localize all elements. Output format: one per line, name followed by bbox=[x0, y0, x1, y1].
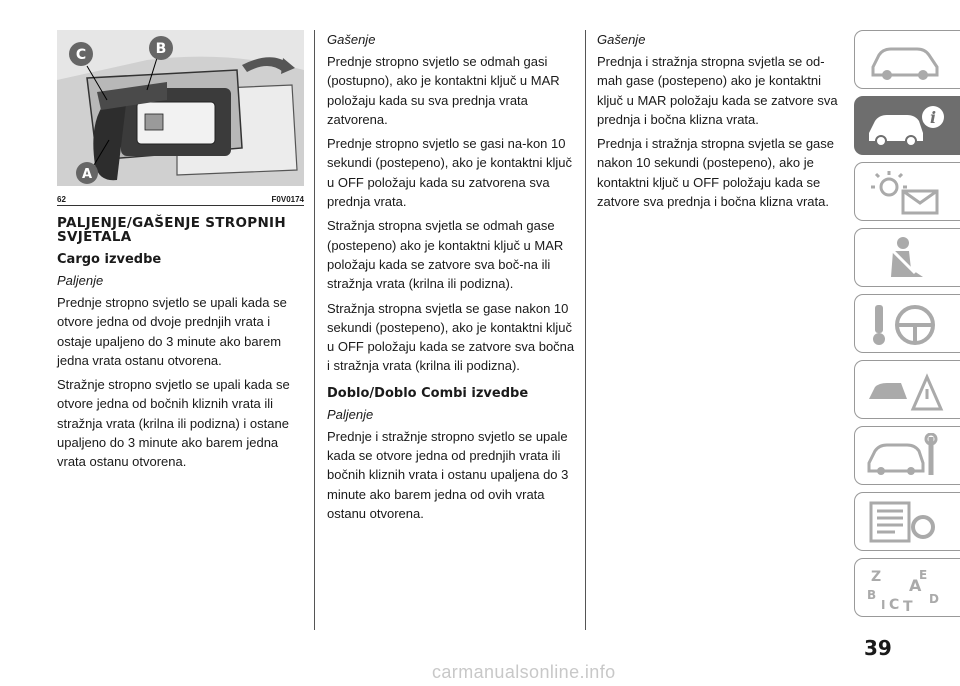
alphabetical-index-icon bbox=[865, 565, 945, 611]
column-3 bbox=[597, 30, 845, 216]
watermark: carmanualsonline.info bbox=[432, 662, 616, 682]
subheading-cargo: Cargo izvedbe bbox=[57, 252, 162, 267]
tab-emergency[interactable] bbox=[854, 360, 960, 419]
callout-a bbox=[76, 162, 98, 184]
tab-index[interactable] bbox=[854, 558, 960, 617]
svg-text:B: B bbox=[867, 588, 877, 602]
svg-text:C: C bbox=[889, 597, 900, 611]
page-number: 39 bbox=[864, 636, 892, 660]
subheading-doblo: Doblo/Doblo Combi izvedbe bbox=[327, 385, 529, 401]
svg-text:I: I bbox=[881, 598, 886, 611]
car-service-icon bbox=[865, 433, 945, 479]
svg-text:A: A bbox=[909, 576, 922, 595]
paragraph: Prednja i stražnja stropna svjetla se gase nakon 10 sekundi (postepeno), ako je kontaktni ključ u OFF položaju kada se zatvore sva prednja i bočna klizna vrata. bbox=[597, 136, 835, 210]
figure-caption-rule bbox=[57, 205, 304, 206]
svg-text:B: B bbox=[155, 41, 167, 57]
steering-wheel-key-icon bbox=[865, 301, 945, 347]
label-gasenje: Gašenje bbox=[597, 32, 646, 47]
label-paljenje: Paljenje bbox=[57, 273, 104, 288]
section-heading: PALJENJE/GAŠENJE STROPNIH SVJETALA bbox=[57, 215, 286, 245]
technical-data-icon bbox=[865, 499, 945, 545]
tab-car-info[interactable] bbox=[854, 96, 960, 155]
tab-safety[interactable] bbox=[854, 228, 960, 287]
paragraph: Prednje stropno svjetlo se gasi na-kon 10 sekundi (postepeno), ako je kontaktni ključ u OFF položaju kada su zatvorena sva prednja vrata. bbox=[327, 136, 572, 210]
column-2 bbox=[327, 30, 575, 528]
airbag-seat-icon bbox=[865, 235, 945, 281]
paragraph: Stražnja stropna svjetla se odmah gase (postepeno) ako je kontaktni ključ u MAR položaju kada se zatvore sva boč-na ili stražnja vrata (krilna ili podizna). bbox=[327, 218, 564, 292]
callout-b bbox=[149, 36, 173, 60]
paragraph: Prednje stropno svjetlo se odmah gasi (postupno), ako je kontaktni ključ u MAR položaju kada su sva prednja vrata zatvorena. bbox=[327, 54, 560, 127]
svg-text:T: T bbox=[903, 599, 913, 611]
callout-c bbox=[69, 42, 93, 66]
svg-text:A: A bbox=[81, 167, 93, 182]
car-info-icon bbox=[865, 103, 945, 149]
interior-light-figure bbox=[57, 30, 304, 186]
paragraph: Prednje i stražnje stropno svjetlo se upale kada se otvore jedna od prednjih vrata ili bočnih kliznih vrata i ostanu upaljena do 3 minute ako barem jedna od ovih vrata ostanu otvorena. bbox=[327, 428, 569, 521]
car-accident-icon bbox=[865, 367, 945, 413]
svg-text:C: C bbox=[75, 47, 87, 63]
figure-code: F0V0174 bbox=[271, 195, 304, 204]
paragraph: Stražnje stropno svjetlo se upali kada se otvore jedna od bočnih kliznih vrata ili stražnja vrata (krilna ili podizna) i ostane upaljeno do 3 minute ako barem jedna vrata ostanu otvorena. bbox=[57, 377, 290, 470]
roof-light-illustration bbox=[57, 30, 304, 186]
paragraph: Prednja i stražnja stropna svjetla se od-mah gase (postepeno) ako je kontaktni ključ u MAR položaju kada se zatvore sva prednja i bočna klizna vrata. bbox=[597, 54, 838, 127]
svg-text:i: i bbox=[929, 108, 937, 127]
warning-lights-icon bbox=[865, 169, 945, 215]
car-icon bbox=[865, 37, 945, 83]
svg-text:D: D bbox=[929, 592, 939, 606]
column-divider bbox=[314, 30, 315, 630]
label-paljenje: Paljenje bbox=[327, 406, 374, 422]
column-divider bbox=[585, 30, 586, 630]
tab-car[interactable] bbox=[854, 30, 960, 89]
column-1 bbox=[57, 216, 307, 477]
svg-text:E: E bbox=[919, 568, 928, 582]
svg-text:Z: Z bbox=[871, 569, 882, 585]
label-gasenje: Gašenje bbox=[327, 32, 376, 47]
tab-maintenance[interactable] bbox=[854, 426, 960, 485]
tab-warning-lights[interactable] bbox=[854, 162, 960, 221]
tab-technical-data[interactable] bbox=[854, 492, 960, 551]
tab-starting-driving[interactable] bbox=[854, 294, 960, 353]
figure-number: 62 bbox=[57, 195, 66, 204]
paragraph: Stražnja stropna svjetla se gase nakon 10 sekundi (postepeno), ako je kontaktni ključ u OFF položaju kada se zatvore sva bočna i stražnja vrata (krilna ili podizna). bbox=[327, 300, 575, 374]
paragraph: Prednje stropno svjetlo se upali kada se otvore jedna od dvoje prednjih vrata i ostaje upaljeno do 3 minute ako barem jedna vrata ostanu otvorena. bbox=[57, 295, 287, 368]
